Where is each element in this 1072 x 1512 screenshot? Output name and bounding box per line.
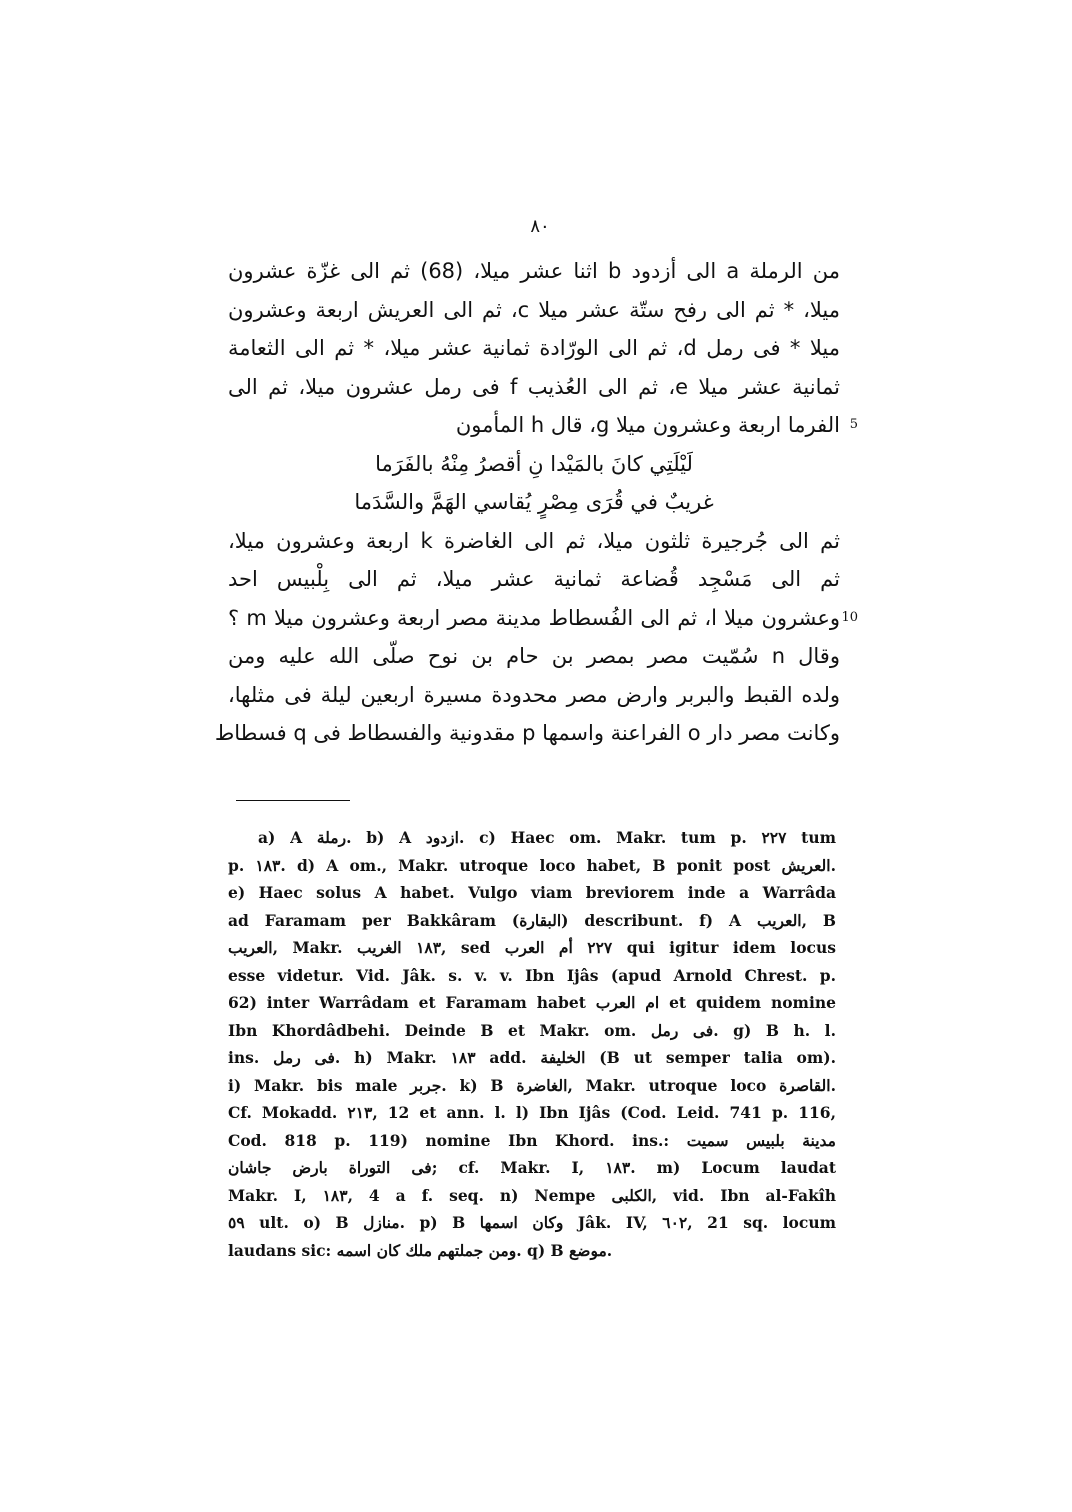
- footnote-line: 62) inter Warrâdam et Faramam habet ام العرب et quidem nomine: [228, 993, 836, 1012]
- line-number-5: 5: [849, 417, 858, 432]
- footnote-line: Ibn Khordâdbehi. Deinde B et Makr. om. فى رمل. g) B h. l.: [228, 1020, 836, 1040]
- page-number: ٨٠: [530, 216, 550, 237]
- line-number-10: 10: [841, 609, 858, 625]
- footnote-line: Cod. 818 p. 119) nomine Ibn Khord. ins.: مدينة بلبيس سميت: [228, 1130, 836, 1150]
- footnote-line: ٥٩ ult. o) B منازل. p) B وكان اسمها Jâk. IV, ٦٠٢, 21 sq. locum: [228, 1213, 836, 1232]
- arabic-line: ميلا * فى رمل d، ثم الى الورّادة ثمانية عشر ميلا، * ثم الى الثعامة: [228, 336, 840, 360]
- arabic-line: [228, 406, 858, 445]
- arabic-line: ثمانية عشر ميلا e، ثم الى العُذيب f فى رمل عشرون ميلا، ثم الى: [228, 374, 840, 399]
- arabic-line-text: وعشرون ميلا l، ثم الى الفُسطاط مدينة مصر اربعة وعشرون ميلا m ؟: [228, 605, 840, 630]
- footnote-line: ad Faramam per Bakkâram (البقارة) describunt. f) A العريب, B: [228, 910, 836, 930]
- footnote-line: laudans sic: ومن جملتهم ملك كان اسمه. q) B موضع.: [228, 1240, 613, 1260]
- footnote-line: العريب, Makr. ١٨٣ الغريب, sed ٢٢٧ أم العرب qui igitur idem locus: [228, 938, 836, 957]
- footnote-line: e) Haec solus A habet. Vulgo viam breviorem inde a Warrâda: [228, 883, 836, 902]
- footnote-line: a) A رملة. b) A ازدود. c) Haec om. Makr. tum p. ٢٢٧ tum: [258, 828, 836, 847]
- arabic-line-text: الفرما اربعة وعشرون ميلا g، قال h المأمون: [455, 413, 840, 437]
- arabic-line: ولده القبط والبربر وارض مصر محدودة مسيرة اربعين ليلة فى مثلها،: [228, 682, 840, 707]
- arabic-line: من الرملة a الى أزدود b اثنا عشر ميلا، (68) ثم الى غزّة عشرون: [228, 259, 841, 283]
- footnotes: [228, 824, 836, 1264]
- arabic-line: ميلا، * ثم الى رفح ستّة عشر ميلا c، ثم الى العريش اربعة وعشرون: [228, 297, 841, 322]
- footnote-line: فى التوراة بارض جاشان; cf. Makr. I, ١٨٣. m) Locum laudat: [228, 1158, 836, 1177]
- footnote-separator: [236, 800, 350, 801]
- arabic-line: وقال n سُمّيت مصر بمصر بن حام بن نوح صلّى الله عليه ومن: [228, 644, 840, 668]
- arabic-line: وكانت مصر دار o الفراعنة واسمها p مقدونية والفسطاط فى q فسطاط: [214, 721, 840, 745]
- footnote-line: ins. فى رمل. h) Makr. ١٨٣ add. الخليفة (B ut semper talia om).: [228, 1048, 836, 1067]
- verse-line: غريبٌ في قُرَى مِصْرٍ يُقاسي الهَمَّ والسَّدَما: [354, 490, 714, 514]
- footnote-line: Makr. I, ١٨٣, 4 a f. seq. n) Nempe الكلبى, vid. Ibn al-Fakîh: [228, 1185, 836, 1205]
- arabic-line: ثم الى جُرجيرة ثلثون ميلا، ثم الى الغاضرة k اربعة وعشرون ميلا،: [228, 528, 840, 553]
- arabic-main-text: [214, 252, 858, 753]
- verse-line: لَيْلَتِي كانَ بالمَيْدا نِ أقصرُ مِنْهُ بالفَرَما: [375, 451, 693, 476]
- footnote-line: p. ١٨٣. d) A om., Makr. utroque loco habet, B ponit post العريش.: [228, 855, 836, 875]
- footnote-line: i) Makr. bis male جربر. k) B الغاضرة, Makr. utroque loco القاصرة.: [228, 1075, 836, 1095]
- arabic-line: ثم الى مَسْجِد قُضاعة ثمانية عشر ميلا، ثم الى بِلْبيس احد: [228, 567, 840, 591]
- arabic-line: [228, 599, 858, 638]
- footnote-line: esse videtur. Vid. Jâk. s. v. v. Ibn Ijâs (apud Arnold Chrest. p.: [228, 965, 836, 985]
- footnote-line: Cf. Mokadd. ٢١٣, 12 et ann. l. l) Ibn Ijâs (Cod. Leid. 741 p. 116,: [228, 1103, 836, 1122]
